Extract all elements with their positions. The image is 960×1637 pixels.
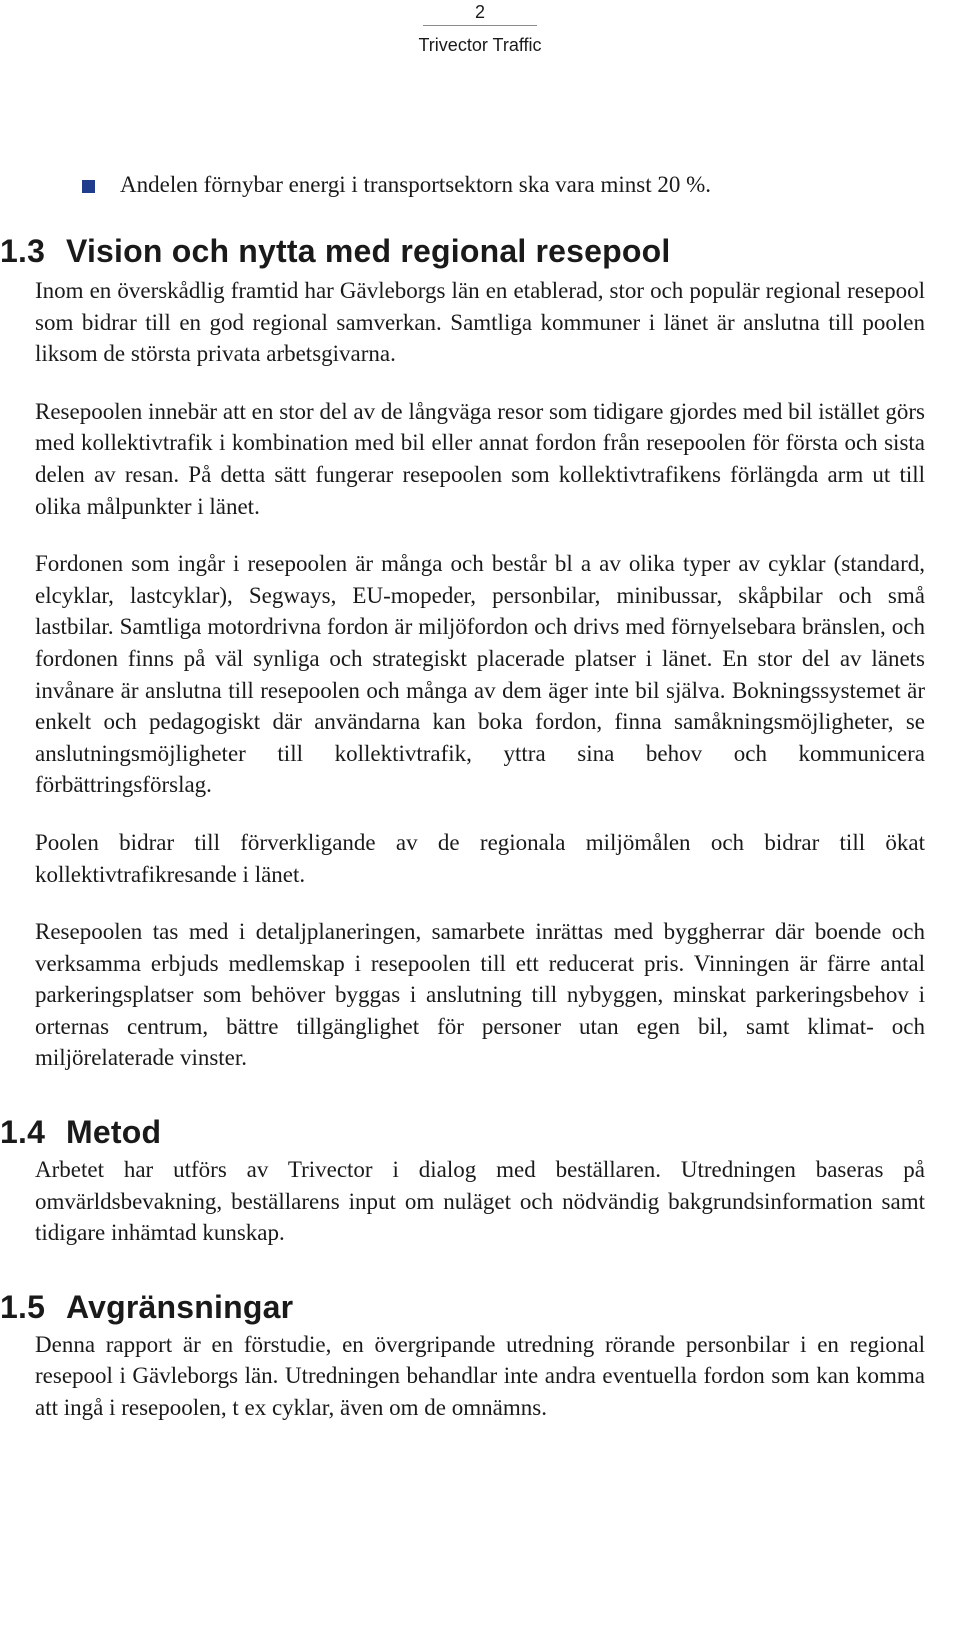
- paragraph: Denna rapport är en förstudie, en övergripande utredning rörande personbilar i en regional resepool i Gävleborgs län. Utredningen behandlar inte andra eventuella fordon som kan komma att ingå i resepoolen, t ex cyklar, även om de omnämns.: [35, 1331, 925, 1421]
- section-heading-1-3: [0, 231, 925, 271]
- header-rule: [423, 25, 537, 26]
- running-title: Trivector Traffic: [418, 35, 542, 55]
- page-header: [0, 0, 960, 56]
- section-title: Vision och nytta med regional resepool: [66, 233, 671, 269]
- section-title: Metod: [66, 1114, 162, 1151]
- bullet-item: [0, 168, 925, 201]
- paragraph: Resepoolen innebär att en stor del av de långväga resor som tidigare gjordes med bil istället görs med kollektivtrafik i kombination med bil eller annat fordon från resepoolen för första och sista delen av resan. På detta sätt fungerar resepoolen som kollektivtrafikens förlängda arm ut till olika målpunkter i länet.: [35, 398, 925, 519]
- section-heading-1-5: [0, 1287, 925, 1327]
- square-bullet-icon: [82, 180, 95, 193]
- paragraph: Resepoolen tas med i detaljplaneringen, samarbete inrättas med byggherrar där boende och verksamma erbjuds medlemskap i resepoolen till ett reducerat pris. Vinningen är färre antal parkeringsplatser som behöver byggas i anslutning till nybyggen, minskat parkeringsbehov i orternas centrum, bättre tillgänglighet för personer utan egen bil, samt klimat- och miljörelaterade vinster.: [35, 919, 925, 1071]
- paragraph: Poolen bidrar till förverkligande av de regionala miljömålen och bidrar till ökat kollektivtrafikresande i länet.: [35, 829, 925, 887]
- section-heading-1-4: [0, 1112, 925, 1152]
- section-number: 1.4: [0, 1114, 46, 1151]
- section-title: Avgränsningar: [66, 1288, 294, 1325]
- paragraph: Fordonen som ingår i resepoolen är många och består bl a av olika typer av cyklar (standard, elcyklar, lastcyklar), Segways, EU-mopeder, personbilar, minibussar, skåpbilar och små lastbilar. Samtliga motordrivna fordon är miljöfordon och drivs med förnyelsebara bränslen, och fordonen finns på väl synliga och strategiskt placerade platser i länet. En stor del av länets invånare är anslutna till resepoolen och många av dem äger inte bil själva. Bokningssystemet är enkelt och pedagogiskt där användarna kan boka fordon, finna samåkningsmöjligheter, se anslutningsmöjligheter till kollektivtrafik, yttra sina behov och kommunicera förbättringsförslag.: [35, 551, 925, 798]
- paragraph: Inom en överskådlig framtid har Gävleborgs län en etablerad, stor och populär regional resepool som bidrar till en god regional samverkan. Samtliga kommuner i länet är anslutna till poolen liksom de största privata arbetsgivarna.: [35, 278, 925, 367]
- paragraph: Arbetet har utförs av Trivector i dialog med beställaren. Utredningen baseras på omvärldsbevakning, beställarens input om nuläget och nödvändig bakgrundsinformation samt tidigare inhämtad kunskap.: [35, 1157, 925, 1246]
- document-body: [0, 168, 925, 1424]
- page-number: 2: [474, 2, 485, 22]
- bullet-text: Andelen förnybar energi i transportsektorn ska vara minst 20 %.: [120, 172, 712, 197]
- section-number: 1.3: [0, 233, 46, 269]
- section-number: 1.5: [0, 1288, 46, 1325]
